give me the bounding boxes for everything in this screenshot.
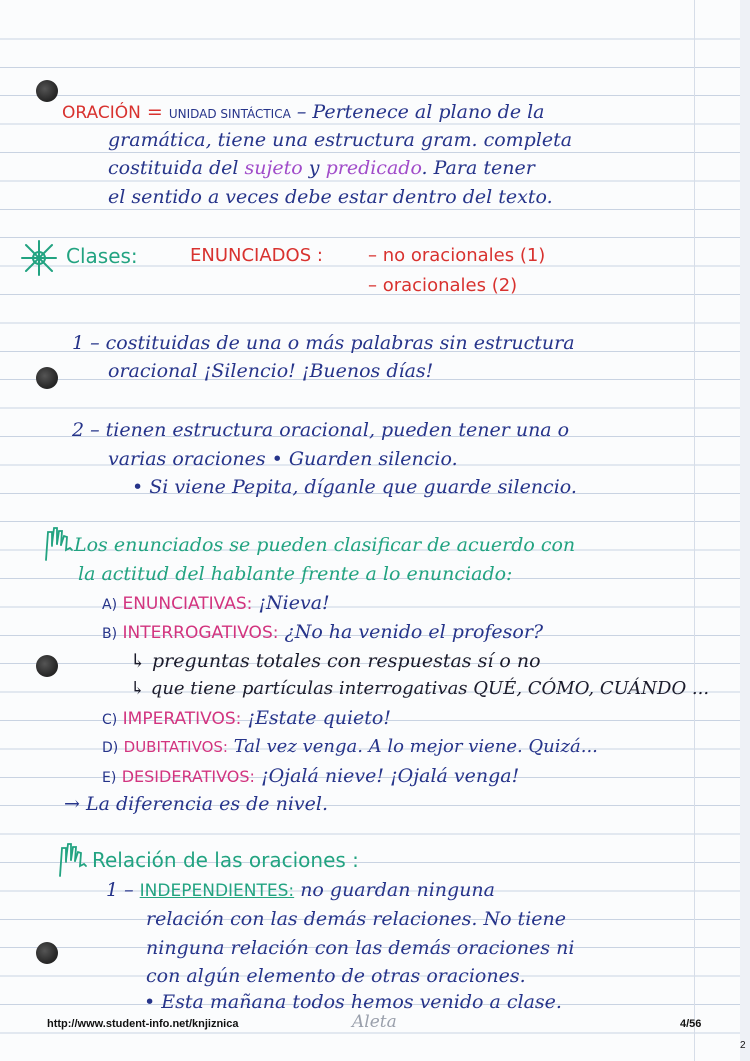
type-name: ENUNCIATIVAS: (122, 594, 253, 614)
relacion-heading: Relación de las oraciones : (92, 848, 359, 872)
indep-rest: no guardan ninguna (294, 879, 496, 901)
diferencia-line: → La diferencia es de nivel. (64, 793, 328, 815)
punch-hole-icon (36, 942, 58, 964)
indep-number: 1 – (106, 879, 140, 901)
text-fragment: . Para tener (421, 157, 535, 179)
text-fragment: costituida del (108, 157, 245, 179)
margin-line (694, 0, 695, 1061)
page-number: 4/56 (680, 1018, 702, 1030)
punch-hole-icon (36, 655, 58, 677)
title-oracion: ORACIÓN (62, 103, 141, 123)
type-name: INTERROGATIVOS: (122, 623, 279, 643)
interrogativos-sub2: ↳ que tiene partículas interrogativas QUÉ, CÓMO, CUÁNDO ... (130, 678, 710, 699)
item1-line1: 1 – costituidas de una o más palabras sin estructura (72, 332, 575, 354)
footer-url: http://www.student-info.net/knjiznica (47, 1018, 239, 1030)
type-letter: A) (102, 597, 118, 613)
item2-line1: 2 – tienen estructura oracional, pueden tener una o (72, 419, 570, 441)
type-example: ¿No ha venido el profesor? (278, 621, 544, 643)
hand-pointer-icon (56, 842, 90, 878)
type-example: Tal vez venga. A lo mejor viene. Quizá... (227, 736, 598, 757)
type-interrogativos (102, 623, 543, 642)
type-name: DUBITATIVOS: (123, 738, 228, 756)
equals-sign: = (146, 101, 163, 123)
definition-line-3 (108, 159, 535, 178)
top-band (0, 0, 750, 38)
indep-line3: ninguna relación con las demás oraciones ni (146, 937, 575, 959)
hand-pointer-icon (42, 526, 76, 562)
punch-hole-icon (36, 80, 58, 102)
type-letter: E) (102, 770, 117, 786)
page-edge (740, 0, 750, 1061)
clases-label: Clases: (66, 244, 138, 268)
indep-line5: • Esta mañana todos hemos venido a clase. (144, 991, 562, 1013)
type-letter: D) (102, 740, 119, 756)
interrogativos-sub1: ↳ preguntas totales con respuestas sí o no (130, 650, 541, 672)
item1-line2: oracional ¡Silencio! ¡Buenos días! (108, 360, 434, 382)
type-enunciativas (102, 594, 330, 613)
no-oracionales: – no oracionales (1) (368, 245, 546, 266)
enunciados-heading: ENUNCIADOS : (190, 245, 323, 266)
corner-number: 2 (740, 1040, 746, 1051)
type-example: ¡Nieva! (252, 592, 330, 614)
item2-line2: varias oraciones • Guarden silencio. (108, 448, 458, 470)
type-name: DESIDERATIVOS: (121, 767, 255, 786)
type-desiderativos (102, 767, 519, 786)
star-doodle-icon (18, 238, 60, 278)
oracionales: – oracionales (2) (368, 275, 518, 296)
type-dubitativos (102, 738, 598, 756)
type-example: ¡Ojalá nieve! ¡Ojalá venga! (254, 765, 520, 787)
item2-line3: • Si viene Pepita, díganle que guarde silencio. (132, 476, 577, 498)
type-example: ¡Estate quieto! (241, 707, 391, 729)
independientes-label: INDEPENDIENTES: (139, 881, 295, 901)
brand-logo: Aleta (352, 1012, 397, 1032)
type-letter: B) (102, 626, 118, 642)
indep-line2: relación con las demás relaciones. No tiene (146, 908, 566, 930)
definition-line-1 (62, 103, 545, 122)
indep-line4: con algún elemento de otras oraciones. (146, 965, 526, 987)
definition-line-4: el sentido a veces debe estar dentro del texto. (108, 186, 553, 208)
definition-line-2: gramática, tiene una estructura gram. completa (108, 129, 573, 151)
indep-line1 (106, 881, 495, 900)
actitud-line1: Los enunciados se pueden clasificar de acuerdo con (74, 534, 576, 556)
text-fragment: y (302, 157, 326, 179)
type-imperativos (102, 709, 391, 728)
actitud-line2: la actitud del hablante frente a lo enunciado: (78, 563, 513, 585)
definition-rest: – Pertenece al plano de la (290, 101, 545, 123)
sujeto-word: sujeto (244, 157, 303, 179)
unidad-sintactica: UNIDAD SINTÁCTICA (168, 107, 291, 121)
punch-hole-icon (36, 367, 58, 389)
type-name: IMPERATIVOS: (122, 709, 242, 729)
type-letter: C) (102, 712, 118, 728)
predicado-word: predicado (325, 157, 422, 179)
